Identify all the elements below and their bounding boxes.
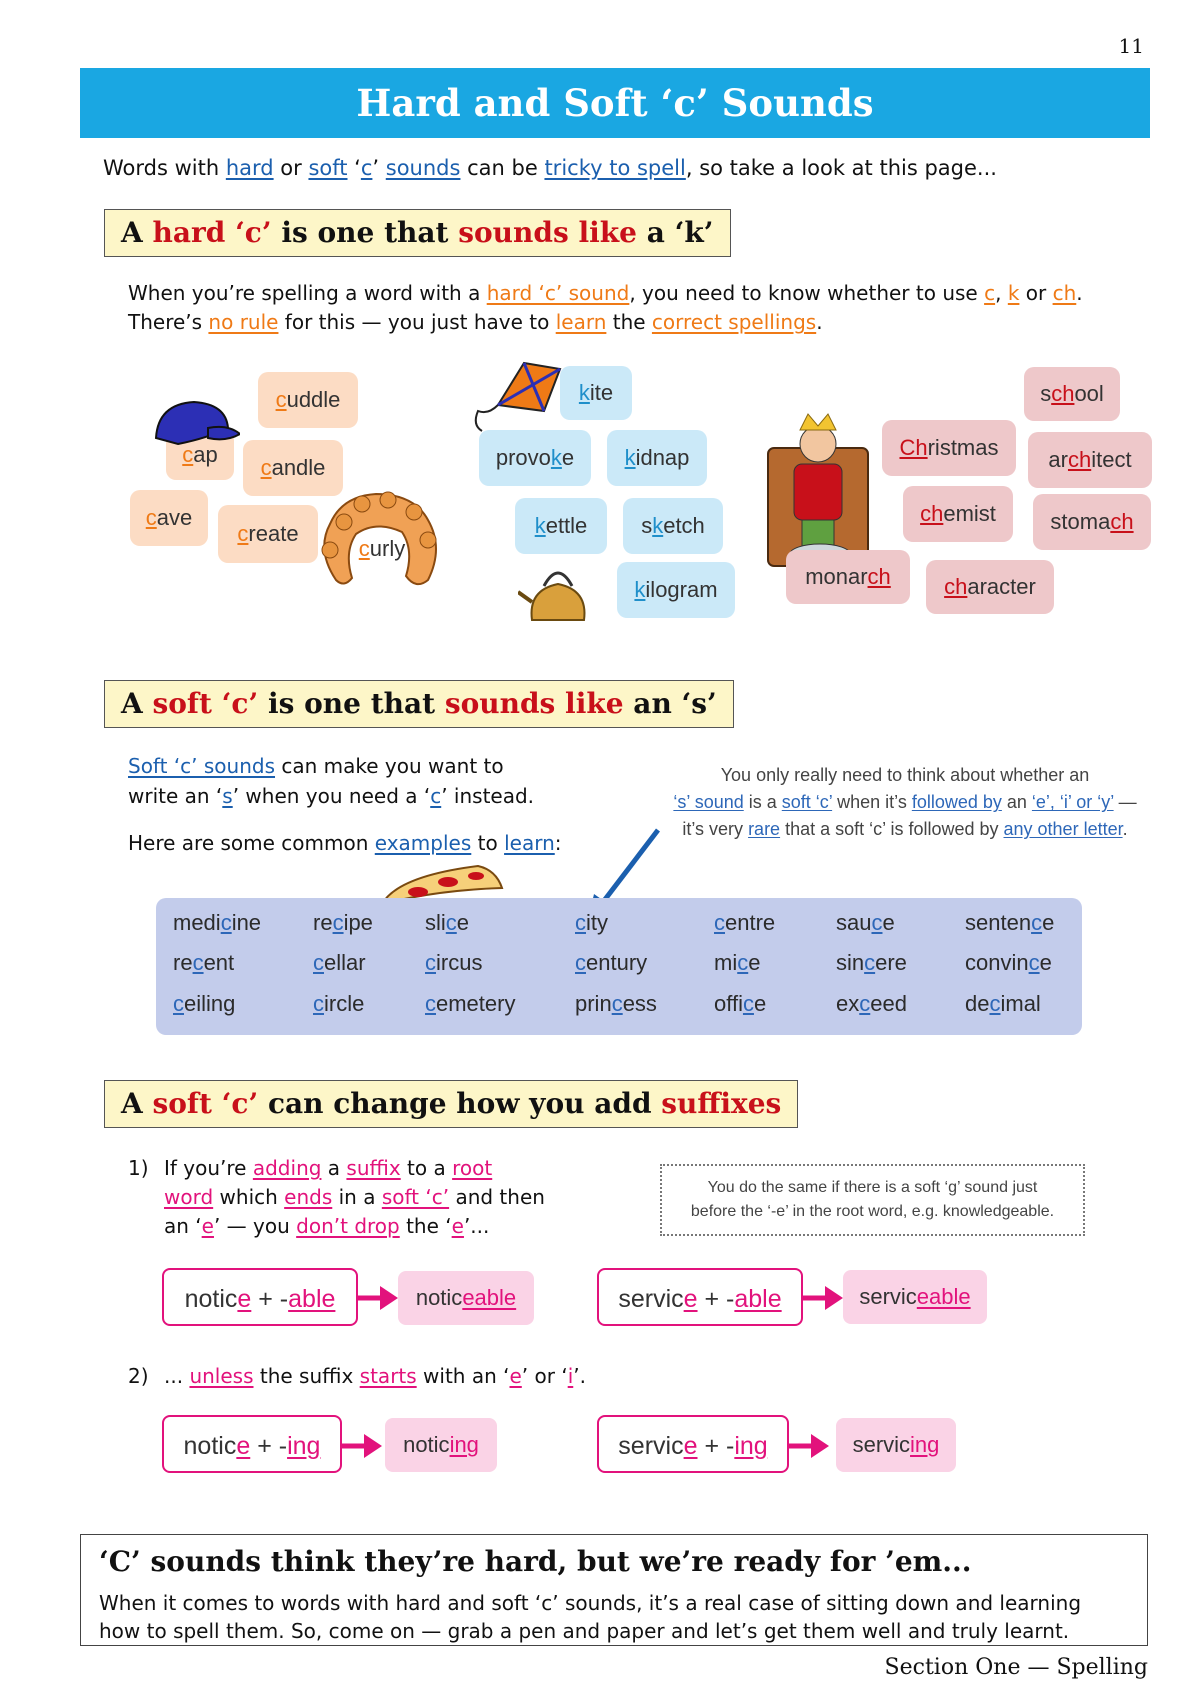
suffix-example-equation: service + -able — [597, 1268, 803, 1326]
soft-c-word: cemetery — [425, 991, 516, 1016]
arrow-icon — [789, 1432, 829, 1460]
word-chip: sketch — [623, 498, 723, 554]
arrow-icon — [342, 1432, 382, 1460]
intro-text: Words with hard or soft ‘c’ sounds can be tricky to spell, so take a look at this page... — [103, 156, 997, 180]
king-illustration — [764, 408, 884, 568]
rule-2-text: ... unless the suffix starts with an ‘e’ or ‘i’. — [164, 1364, 586, 1388]
soft-c-word: sentence — [965, 910, 1055, 935]
suffix-example-result: servicing — [836, 1418, 956, 1472]
suffix-example-equation: service + -ing — [597, 1415, 789, 1473]
soft-c-word: slice — [425, 910, 470, 935]
word-chip: Christmas — [882, 420, 1016, 476]
rule-2-number: 2) — [128, 1364, 149, 1388]
kettle-illustration — [518, 556, 600, 626]
word-chip: chemist — [903, 486, 1013, 542]
page-title: Hard and Soft ‘c’ Sounds — [356, 81, 874, 125]
suffix-example-result: serviceable — [843, 1270, 987, 1324]
summary-text: When it comes to words with hard and soft ‘c’ sounds, it’s a real case of sitting down and learning how to spell them. So, come on — grab a pen and paper and let’s get them well and truly learnt. — [99, 1591, 1082, 1643]
arrow-icon — [803, 1284, 843, 1312]
word-chip: kite — [560, 366, 632, 420]
soft-c-word: cellar — [313, 950, 366, 975]
soft-c-word: convince — [965, 950, 1052, 975]
hard-c-heading: A hard ‘c’ is one that sounds like a ‘k’ — [104, 209, 731, 257]
word-chip: monarch — [786, 550, 910, 604]
cap-illustration — [148, 398, 240, 450]
hard-c-explanation-2: There’s no rule for this — you just have to learn the correct spellings. — [128, 310, 823, 334]
word-chip: stomach — [1033, 494, 1151, 550]
soft-c-word: mice — [714, 950, 761, 975]
suffix-example-equation: notice + -ing — [162, 1415, 342, 1473]
arrow-icon — [358, 1284, 398, 1312]
soft-c-word: ceiling — [173, 991, 236, 1016]
soft-c-word: sincere — [836, 950, 907, 975]
soft-c-word: centre — [714, 910, 776, 935]
rule-1-number: 1) — [128, 1156, 149, 1180]
soft-c-word: princess — [575, 991, 657, 1016]
word-chip: cap — [166, 430, 234, 480]
soft-c-word: recent — [173, 950, 235, 975]
word-chip: create — [218, 505, 318, 563]
soft-c-examples-intro: Here are some common examples to learn: — [128, 831, 562, 855]
word-chip: cave — [130, 490, 208, 546]
soft-c-explanation-2: write an ‘s’ when you need a ‘c’ instead. — [128, 784, 535, 808]
suffix-heading: A soft ‘c’ can change how you add suffixes — [104, 1080, 798, 1128]
page-number: 11 — [1118, 34, 1144, 58]
summary-title: ‘C’ sounds think they’re hard, but we’re ready for ’em... — [99, 1545, 972, 1578]
soft-c-explanation-1: Soft ‘c’ sounds can make you want to — [128, 754, 504, 778]
word-chip: cuddle — [258, 372, 358, 428]
title-bar — [80, 68, 1150, 138]
soft-c-word: century — [575, 950, 648, 975]
word-chip: school — [1024, 367, 1120, 421]
suffix-example-equation: notice + -able — [162, 1268, 358, 1326]
soft-c-word: exceed — [836, 991, 907, 1016]
soft-c-word: medicine — [173, 910, 262, 935]
soft-c-heading: A soft ‘c’ is one that sounds like an ‘s’ — [104, 680, 734, 728]
suffix-example-result: noticeable — [398, 1271, 534, 1325]
soft-g-note: You do the same if there is a soft ‘g’ sound just before the ‘-e’ in the root word, e.g. knowledgeable. — [660, 1164, 1085, 1236]
suffix-example-result: noticing — [385, 1418, 497, 1472]
section-label: Section One — Spelling — [884, 1655, 1148, 1680]
rule-1-text: If you’re adding a suffix to a root word which ends in a soft ‘c’ and then an ‘e’ — you don’t drop the ‘e’... — [164, 1156, 545, 1238]
word-chip: kilogram — [617, 562, 735, 618]
soft-c-note: You only really need to think about whether an ‘s’ sound is a soft ‘c’ when it’s followed by an ‘e’, ‘i’ or ‘y’ — it’s very rare that a soft ‘c’ is followed by any other letter. — [673, 765, 1137, 839]
soft-c-word: decimal — [965, 991, 1041, 1016]
soft-c-word: city — [575, 910, 608, 935]
hard-c-explanation-1: When you’re spelling a word with a hard ‘c’ sound, you need to know whether to use c, k or ch. — [128, 281, 1083, 305]
summary-box — [80, 1534, 1148, 1646]
soft-c-word: office — [714, 991, 767, 1016]
soft-c-word: circle — [313, 991, 365, 1016]
word-chip: curly — [358, 536, 406, 561]
word-chip: kidnap — [607, 430, 707, 486]
word-chip: kettle — [515, 498, 607, 554]
word-chip: architect — [1028, 432, 1152, 488]
word-chip: candle — [243, 440, 343, 496]
soft-c-word: circus — [425, 950, 483, 975]
word-chip: character — [926, 560, 1054, 614]
word-chip: provoke — [479, 430, 591, 486]
soft-c-word: recipe — [313, 910, 373, 935]
soft-c-word: sauce — [836, 910, 895, 935]
